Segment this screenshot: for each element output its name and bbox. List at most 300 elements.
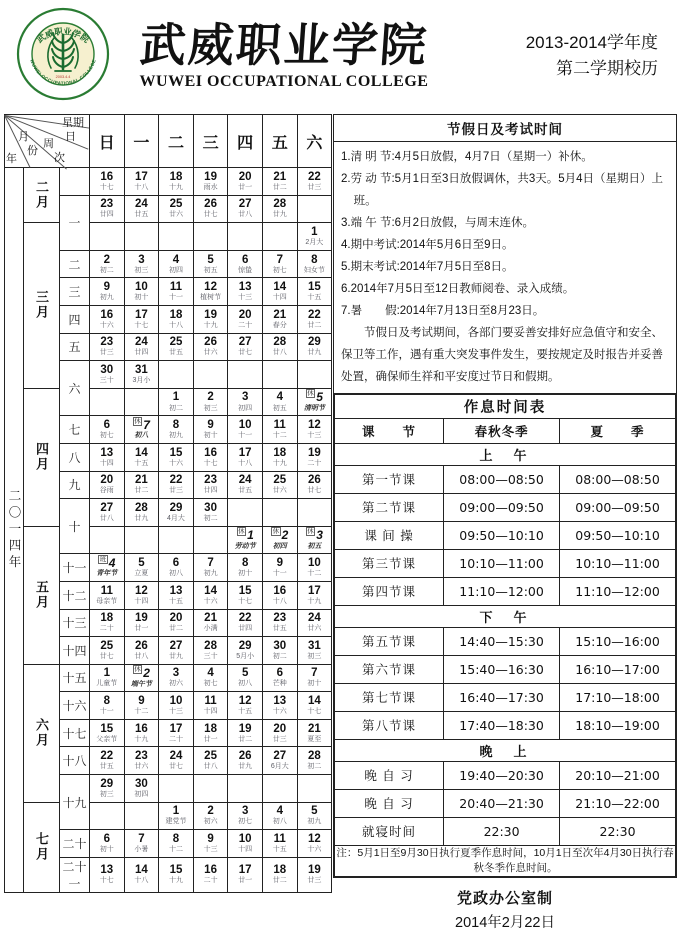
day-number: 12 bbox=[307, 419, 321, 432]
lunar-label: 廿二 bbox=[307, 321, 322, 329]
day-cell bbox=[262, 305, 297, 333]
college-seal-logo bbox=[16, 5, 110, 108]
day-cell bbox=[228, 443, 263, 471]
day-cell bbox=[159, 609, 194, 637]
month-cell bbox=[24, 388, 60, 526]
day-cell bbox=[124, 692, 159, 720]
day-cell bbox=[124, 526, 159, 554]
week-number-cell: 十二 bbox=[60, 581, 90, 609]
day-cell bbox=[159, 857, 194, 892]
day-number: 18 bbox=[169, 170, 183, 183]
week-number-cell: 十七 bbox=[60, 719, 90, 747]
term-title bbox=[526, 30, 658, 83]
day-cell bbox=[159, 802, 194, 830]
day-number: 8 bbox=[172, 832, 180, 845]
day-cell bbox=[228, 278, 263, 306]
day-cell bbox=[193, 664, 228, 692]
day-cell bbox=[159, 223, 194, 251]
week-number-cell: 二十 bbox=[60, 830, 90, 858]
day-cell bbox=[262, 554, 297, 582]
lunar-label: 廿四 bbox=[203, 487, 218, 495]
day-number: 18 bbox=[204, 722, 217, 735]
day-cell bbox=[90, 554, 125, 582]
lunar-label: 十七 bbox=[99, 877, 114, 885]
day-number: 28 bbox=[204, 639, 217, 652]
day-cell bbox=[297, 526, 332, 554]
day-cell bbox=[228, 416, 263, 444]
day-number: 4 bbox=[207, 667, 214, 680]
lunar-label: 三十 bbox=[203, 652, 218, 660]
day-cell bbox=[90, 305, 125, 333]
day-number: 24 bbox=[134, 336, 148, 349]
day-cell bbox=[262, 278, 297, 306]
day-cell bbox=[228, 223, 263, 251]
day-cell bbox=[193, 554, 228, 582]
day-cell bbox=[124, 223, 159, 251]
day-number: 18 bbox=[169, 308, 183, 321]
day-cell bbox=[124, 278, 159, 306]
day-number: 16 bbox=[273, 584, 287, 597]
day-number: 6 bbox=[172, 557, 180, 570]
lunar-label: 廿七 bbox=[203, 211, 218, 219]
lunar-label: 初九 bbox=[307, 818, 322, 826]
day-number: 9 bbox=[103, 281, 110, 294]
week-number-cell: 八 bbox=[60, 443, 90, 471]
schedule-time-winter: 16:40—17:30 bbox=[444, 683, 560, 711]
month-label: 六月 bbox=[34, 718, 49, 749]
schedule-time-summer: 08:00—08:50 bbox=[560, 465, 676, 493]
lunar-label: 初十 bbox=[238, 570, 253, 578]
week-number-cell: 四 bbox=[60, 305, 90, 333]
day-number: 17 bbox=[169, 722, 183, 735]
day-cell bbox=[228, 195, 263, 223]
day-cell bbox=[124, 195, 159, 223]
weekday-header: 五 bbox=[262, 115, 297, 168]
holiday-mark: 休 bbox=[307, 390, 314, 398]
day-number: 6 bbox=[241, 253, 249, 266]
day-cell bbox=[90, 637, 125, 665]
lunar-label: 廿九 bbox=[238, 763, 253, 771]
day-number: 13 bbox=[169, 584, 183, 597]
lunar-label: 春分 bbox=[272, 321, 287, 329]
corner-month-label: 份 bbox=[27, 145, 38, 157]
day-number: 11 bbox=[204, 695, 217, 708]
day-number: 6 bbox=[103, 832, 110, 845]
day-cell bbox=[159, 775, 194, 803]
day-cell bbox=[262, 388, 297, 416]
lunar-label: 劳动节 bbox=[234, 542, 256, 550]
month-label: 二月 bbox=[34, 180, 49, 211]
day-cell bbox=[193, 305, 228, 333]
day-number: 16 bbox=[100, 170, 114, 183]
lunar-label: 十六 bbox=[99, 321, 114, 329]
lunar-label: 十七 bbox=[99, 183, 114, 191]
lunar-label: 二十 bbox=[99, 625, 114, 633]
lunar-label: 廿三 bbox=[307, 183, 322, 191]
lunar-label: 廿六 bbox=[168, 211, 183, 219]
day-number: 31 bbox=[134, 363, 148, 376]
day-number: 26 bbox=[204, 336, 217, 349]
day-number: 11 bbox=[273, 832, 286, 845]
day-cell bbox=[297, 168, 332, 196]
day-number: 休 2 bbox=[134, 666, 150, 681]
lunar-label: 十四 bbox=[134, 597, 149, 605]
lunar-label: 廿四 bbox=[99, 211, 114, 219]
day-number: 2 bbox=[207, 391, 214, 404]
month-cell bbox=[24, 526, 60, 664]
corner-month-label: 月 bbox=[18, 131, 29, 143]
day-cell bbox=[297, 692, 332, 720]
lunar-label: 端午节 bbox=[130, 680, 152, 688]
day-cell bbox=[90, 499, 125, 527]
day-cell bbox=[124, 581, 159, 609]
day-number: 2 bbox=[207, 805, 214, 818]
day-cell bbox=[297, 637, 332, 665]
week-number-cell: 十三 bbox=[60, 609, 90, 637]
schedule-time-summer: 15:10—16:00 bbox=[560, 627, 676, 655]
holiday-mark: 休 bbox=[134, 666, 141, 674]
day-number: 19 bbox=[134, 612, 148, 625]
day-cell bbox=[262, 609, 297, 637]
lunar-label: 母亲节 bbox=[96, 597, 118, 605]
day-number: 22 bbox=[307, 308, 321, 321]
day-cell bbox=[193, 581, 228, 609]
lunar-label: 廿三 bbox=[99, 349, 114, 357]
lunar-label: 十二 bbox=[272, 432, 287, 440]
holiday-note-item: 1.清 明 节:4月5日放假，4月7日（星期一）补休。 bbox=[341, 151, 593, 163]
day-cell bbox=[90, 609, 125, 637]
day-cell bbox=[159, 664, 194, 692]
day-cell bbox=[124, 305, 159, 333]
corner-year-label: 年 bbox=[6, 153, 17, 165]
schedule-time-winter: 09:00—09:50 bbox=[444, 493, 560, 521]
lunar-label: 初十 bbox=[99, 846, 114, 854]
day-number: 16 bbox=[100, 308, 114, 321]
day-number: 18 bbox=[273, 446, 287, 459]
lunar-label: 十四 bbox=[238, 846, 253, 854]
day-number: 23 bbox=[100, 336, 114, 349]
lunar-label: 惊蛰 bbox=[238, 266, 253, 274]
schedule-box bbox=[333, 393, 677, 878]
lunar-label: 初九 bbox=[168, 432, 183, 440]
week-number-cell: 七 bbox=[60, 416, 90, 444]
lunar-label: 4月大 bbox=[167, 514, 185, 522]
lunar-label: 廿二 bbox=[238, 735, 253, 743]
day-cell bbox=[193, 223, 228, 251]
lunar-label: 十六 bbox=[168, 459, 183, 467]
schedule-time-winter: 20:40—21:30 bbox=[444, 789, 560, 817]
schedule-time-summer: 17:10—18:00 bbox=[560, 683, 676, 711]
day-number: 8 bbox=[103, 695, 110, 708]
day-number: 24 bbox=[169, 750, 183, 763]
day-number: 24 bbox=[307, 612, 321, 625]
corner-weeknum-label: 次 bbox=[54, 152, 65, 164]
lunar-label: 十五 bbox=[134, 459, 149, 467]
lunar-label: 儿童节 bbox=[96, 680, 118, 688]
holidays-box bbox=[333, 114, 677, 394]
day-cell bbox=[124, 747, 159, 775]
schedule-period-label: 第三节课 bbox=[335, 549, 444, 577]
day-cell bbox=[90, 388, 125, 416]
day-cell bbox=[124, 830, 159, 858]
day-number: 10 bbox=[307, 557, 321, 570]
day-number: 14 bbox=[273, 281, 287, 294]
lunar-label: 十一 bbox=[168, 294, 183, 302]
holiday-mark: 班 bbox=[99, 555, 107, 563]
day-cell bbox=[262, 581, 297, 609]
lunar-label: 廿二 bbox=[272, 877, 287, 885]
lunar-label: 十九 bbox=[134, 735, 149, 743]
day-cell bbox=[124, 361, 159, 389]
lunar-label: 廿五 bbox=[238, 487, 253, 495]
holiday-note-item: 6.2014年7月5日至12日教师阅卷、录入成绩。 bbox=[341, 283, 575, 295]
day-number: 13 bbox=[100, 864, 114, 877]
day-number: 28 bbox=[273, 198, 287, 211]
lunar-label: 十七 bbox=[203, 459, 218, 467]
day-cell bbox=[228, 664, 263, 692]
lunar-label: 十七 bbox=[307, 708, 322, 716]
schedule-period-label: 第四节课 bbox=[335, 577, 444, 605]
day-number: 19 bbox=[307, 446, 321, 459]
holidays-title: 节假日及考试时间 bbox=[334, 115, 676, 142]
day-cell bbox=[262, 250, 297, 278]
footer-date: 2014年2月22日 bbox=[455, 914, 555, 931]
day-cell bbox=[228, 305, 263, 333]
schedule-time-summer: 22:30 bbox=[560, 817, 676, 845]
day-cell bbox=[124, 637, 159, 665]
schedule-note bbox=[335, 845, 676, 876]
lunar-label: 廿六 bbox=[134, 763, 149, 771]
day-cell bbox=[297, 775, 332, 803]
schedule-period-label: 晚 自 习 bbox=[335, 761, 444, 789]
day-cell bbox=[193, 388, 228, 416]
lunar-label: 初十 bbox=[203, 432, 218, 440]
day-number: 10 bbox=[238, 419, 252, 432]
day-number: 17 bbox=[134, 170, 148, 183]
day-number: 19 bbox=[204, 170, 217, 183]
college-title-block bbox=[124, 17, 444, 91]
lunar-label: 廿三 bbox=[272, 735, 287, 743]
holiday-mark: 休 bbox=[307, 528, 314, 536]
day-number: 28 bbox=[307, 750, 321, 763]
schedule-time-winter: 10:10—11:00 bbox=[444, 549, 560, 577]
day-cell bbox=[124, 250, 159, 278]
day-cell bbox=[193, 526, 228, 554]
seal-ring-bottom-text: WUWEI OCCUPATIONAL COLLEGE bbox=[29, 58, 97, 86]
lunar-label: 5月小 bbox=[236, 652, 255, 660]
lunar-label: 十五 bbox=[238, 708, 253, 716]
day-number: 5 bbox=[138, 557, 145, 570]
schedule-time-winter: 11:10—12:00 bbox=[444, 577, 560, 605]
lunar-label: 十八 bbox=[134, 183, 149, 191]
weekday-header: 日 bbox=[90, 115, 125, 168]
lunar-label: 初八 bbox=[238, 680, 253, 688]
day-number: 30 bbox=[100, 363, 114, 376]
day-cell bbox=[262, 416, 297, 444]
day-cell bbox=[297, 250, 332, 278]
schedule-note-text: 注：5月1日至9月30日执行夏季作息时间，10月1日至次年4月30日执行春秋冬季作息时间。 bbox=[336, 846, 674, 874]
week-number-cell: 十八 bbox=[60, 747, 90, 775]
month-cell bbox=[24, 802, 60, 892]
lunar-label: 廿六 bbox=[307, 625, 322, 633]
day-cell bbox=[228, 168, 263, 196]
lunar-label: 夏至 bbox=[307, 735, 322, 743]
day-cell bbox=[262, 775, 297, 803]
lunar-label: 初八 bbox=[134, 432, 149, 440]
day-cell bbox=[297, 747, 332, 775]
day-number: 13 bbox=[100, 446, 114, 459]
day-number: 3 bbox=[241, 805, 249, 818]
lunar-label: 廿七 bbox=[168, 763, 183, 771]
day-cell bbox=[193, 857, 228, 892]
lunar-label: 初四 bbox=[238, 404, 253, 412]
holiday-mark: 休 bbox=[134, 417, 141, 425]
day-cell bbox=[297, 361, 332, 389]
day-number: 20 bbox=[100, 474, 114, 487]
lunar-label: 初四 bbox=[134, 790, 149, 798]
weekday-header: 六 bbox=[297, 115, 332, 168]
day-cell bbox=[297, 719, 332, 747]
day-number: 19 bbox=[238, 722, 252, 735]
day-number: 23 bbox=[100, 198, 114, 211]
day-number: 20 bbox=[169, 612, 183, 625]
day-number: 休 5 bbox=[307, 390, 323, 405]
day-number: 30 bbox=[273, 639, 287, 652]
lunar-label: 2月大 bbox=[305, 238, 324, 246]
day-cell bbox=[193, 692, 228, 720]
day-cell bbox=[297, 278, 332, 306]
week-number-cell: 十五 bbox=[60, 664, 90, 692]
day-number: 17 bbox=[307, 584, 321, 597]
lunar-label: 廿九 bbox=[168, 652, 183, 660]
day-number: 12 bbox=[307, 832, 321, 845]
day-cell bbox=[262, 830, 297, 858]
day-number: 14 bbox=[307, 695, 321, 708]
day-number: 29 bbox=[307, 336, 321, 349]
day-cell bbox=[90, 223, 125, 251]
day-cell bbox=[193, 471, 228, 499]
month-label: 七月 bbox=[34, 832, 49, 863]
schedule-period-label: 课 间 操 bbox=[335, 521, 444, 549]
lunar-label: 廿四 bbox=[238, 625, 253, 633]
day-cell bbox=[124, 775, 159, 803]
day-cell bbox=[90, 719, 125, 747]
lunar-label: 植树节 bbox=[200, 294, 222, 302]
day-cell bbox=[297, 195, 332, 223]
lunar-label: 廿七 bbox=[238, 349, 253, 357]
lunar-label: 初五 bbox=[203, 266, 218, 274]
day-cell bbox=[193, 168, 228, 196]
day-cell bbox=[262, 471, 297, 499]
day-cell bbox=[193, 637, 228, 665]
schedule-title: 作息时间表 bbox=[335, 394, 676, 418]
day-number: 14 bbox=[134, 864, 148, 877]
lunar-label: 初二 bbox=[203, 514, 218, 522]
day-cell bbox=[262, 443, 297, 471]
schedule-col-header: 春秋冬季 bbox=[444, 418, 560, 443]
day-cell bbox=[159, 499, 194, 527]
day-cell bbox=[297, 333, 332, 361]
day-number: 15 bbox=[238, 584, 252, 597]
lunar-label: 廿一 bbox=[238, 877, 253, 885]
schedule-time-winter: 09:50—10:10 bbox=[444, 521, 560, 549]
week-number-cell: 九 bbox=[60, 471, 90, 499]
day-cell bbox=[228, 499, 263, 527]
corner-weeknum-label: 周 bbox=[43, 138, 54, 150]
lunar-label: 廿八 bbox=[99, 514, 114, 522]
schedule-time-winter: 14:40—15:30 bbox=[444, 627, 560, 655]
day-cell bbox=[228, 388, 263, 416]
year-cell bbox=[5, 168, 24, 893]
day-cell bbox=[228, 471, 263, 499]
day-cell bbox=[124, 719, 159, 747]
calendar-section bbox=[4, 114, 332, 893]
day-number: 17 bbox=[134, 308, 148, 321]
day-cell bbox=[124, 388, 159, 416]
day-number: 19 bbox=[307, 864, 321, 877]
day-number: 12 bbox=[204, 281, 217, 294]
day-cell bbox=[193, 416, 228, 444]
day-cell bbox=[90, 250, 125, 278]
day-number: 26 bbox=[204, 198, 217, 211]
schedule-col-header: 夏 季 bbox=[560, 418, 676, 443]
calendar-table bbox=[4, 114, 332, 893]
day-cell bbox=[159, 692, 194, 720]
schedule-section-header: 下 午 bbox=[335, 605, 676, 627]
lunar-label: 3月小 bbox=[132, 376, 151, 384]
day-number: 27 bbox=[238, 198, 252, 211]
day-number: 9 bbox=[138, 695, 145, 708]
day-number: 13 bbox=[238, 281, 252, 294]
week-number-cell: 十九 bbox=[60, 775, 90, 830]
schedule-time-winter: 17:40—18:30 bbox=[444, 711, 560, 739]
lunar-label: 初八 bbox=[272, 818, 287, 826]
lunar-label: 廿五 bbox=[272, 625, 287, 633]
day-number: 28 bbox=[134, 501, 148, 514]
lunar-label: 小满 bbox=[203, 625, 218, 633]
lunar-label: 廿八 bbox=[238, 211, 253, 219]
lunar-label: 十六 bbox=[272, 708, 287, 716]
day-cell bbox=[124, 609, 159, 637]
day-cell bbox=[193, 333, 228, 361]
lunar-label: 建党节 bbox=[165, 818, 187, 826]
lunar-label: 十二 bbox=[307, 570, 322, 578]
day-number: 10 bbox=[238, 832, 252, 845]
footer bbox=[333, 887, 677, 932]
day-number: 29 bbox=[169, 501, 183, 514]
day-number: 12 bbox=[134, 584, 148, 597]
day-cell bbox=[159, 471, 194, 499]
schedule-period-label: 第二节课 bbox=[335, 493, 444, 521]
day-cell bbox=[159, 361, 194, 389]
day-cell bbox=[193, 361, 228, 389]
day-cell bbox=[297, 416, 332, 444]
day-cell bbox=[193, 250, 228, 278]
lunar-label: 初八 bbox=[168, 570, 183, 578]
day-number: 25 bbox=[100, 639, 114, 652]
week-number-cell: 十六 bbox=[60, 692, 90, 720]
day-cell bbox=[159, 443, 194, 471]
day-cell bbox=[124, 443, 159, 471]
day-cell bbox=[228, 830, 263, 858]
day-number: 23 bbox=[204, 474, 217, 487]
day-cell bbox=[193, 443, 228, 471]
day-number: 17 bbox=[238, 446, 252, 459]
month-label: 四月 bbox=[34, 442, 49, 473]
day-cell bbox=[228, 554, 263, 582]
day-number: 休 2 bbox=[272, 528, 289, 543]
lunar-label: 廿三 bbox=[168, 487, 183, 495]
